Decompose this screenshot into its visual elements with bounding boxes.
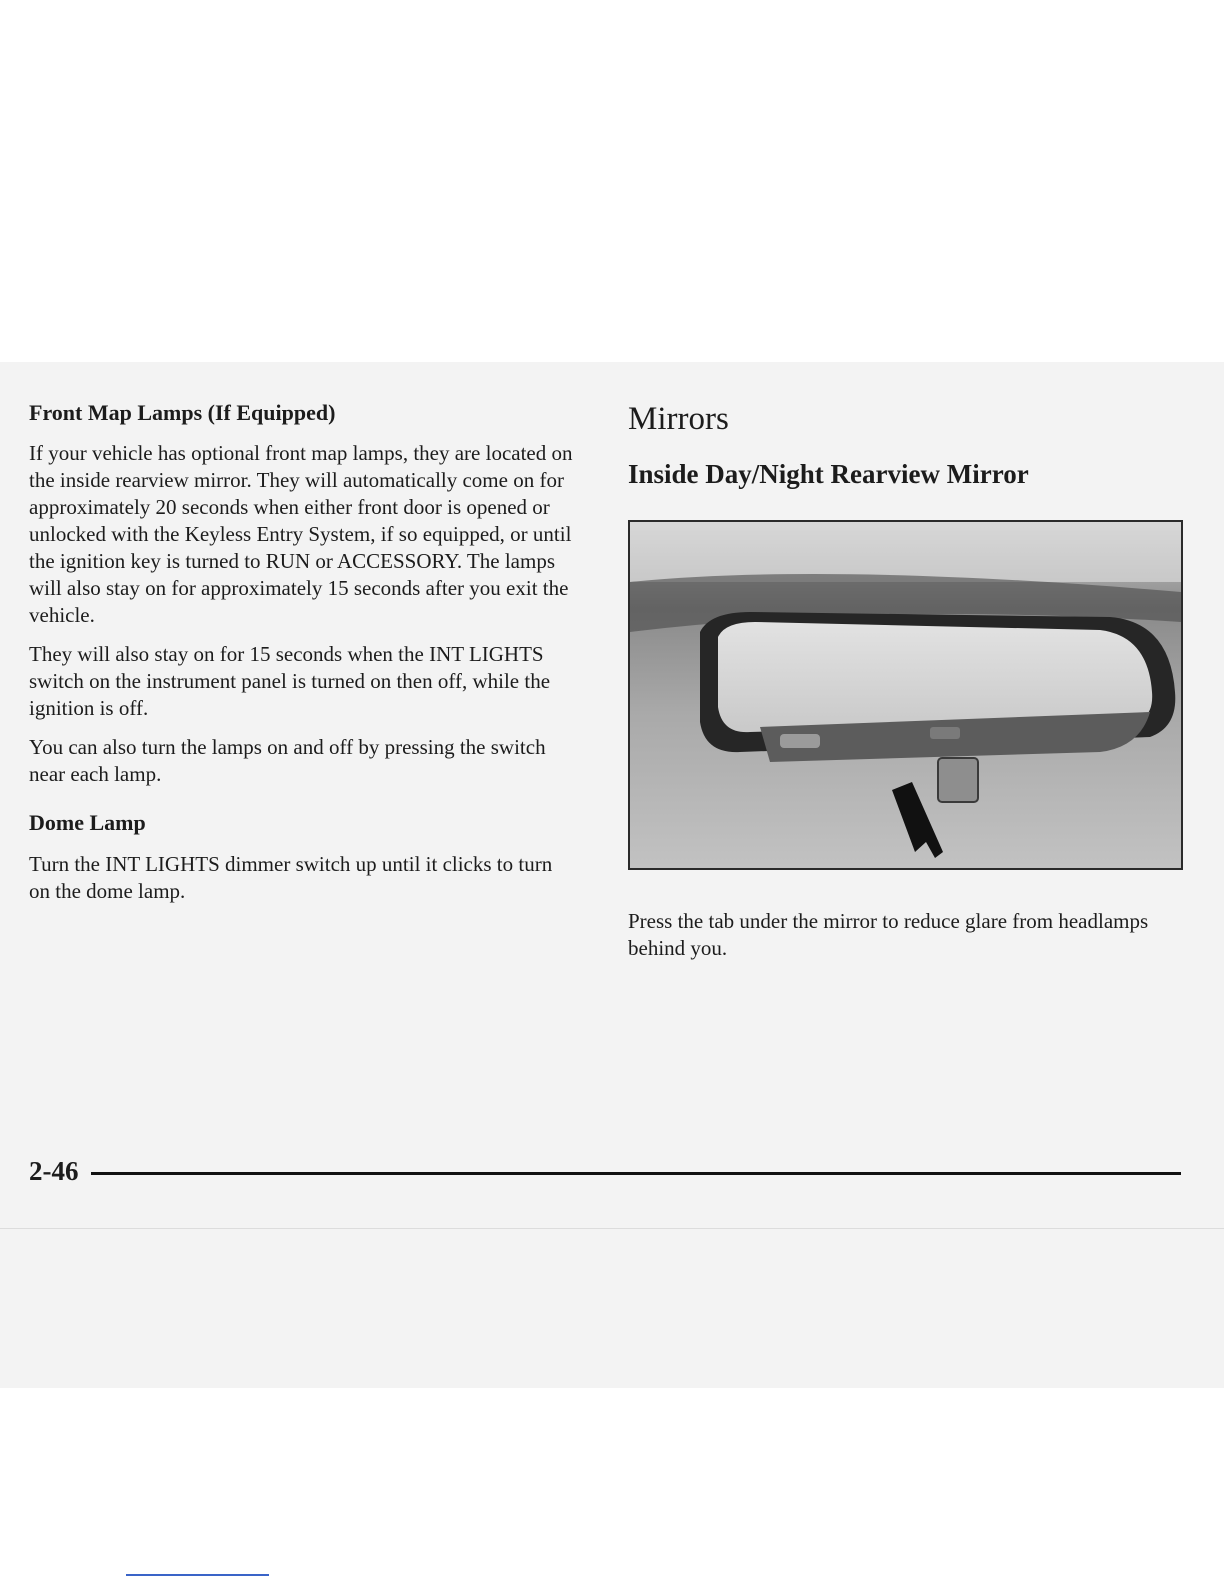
paragraph-int-lights: They will also stay on for 15 seconds when the INT LIGHTS switch on the instrument panel is turned on then off, while the ignition is off.: [29, 642, 551, 721]
heading-inside-rearview-mirror: Inside Day/Night Rearview Mirror: [628, 458, 1029, 489]
left-column: [29, 400, 574, 917]
page-footer: [29, 1155, 1181, 1195]
heading-dome-lamp: Dome Lamp: [29, 810, 146, 836]
paragraph-map-lamps-location: If your vehicle has optional front map lamps, they are located on the inside rearview mirror. They will automatically come on for approximately 20 seconds when either front door is opened or unlocked with the Keyless Entry System, if so equipped, or until the ignition key is turned to RUN or ACCESSORY. The lamps will also stay on for approximately 15 seconds after you exit the vehicle.: [29, 441, 573, 628]
link-underline[interactable]: [126, 1574, 269, 1576]
paragraph-lamp-switch: You can also turn the lamps on and off by pressing the switch near each lamp.: [29, 735, 546, 787]
photo-caption: Press the tab under the mirror to reduce glare from headlamps behind you.: [628, 909, 1149, 960]
heading-mirrors: Mirrors: [628, 401, 729, 437]
paragraph-dome-lamp: Turn the INT LIGHTS dimmer switch up until it clicks to turn on the dome lamp.: [29, 851, 553, 903]
scan-artifact-line: [0, 1228, 1224, 1229]
rearview-mirror-photo: [628, 520, 1183, 870]
heading-front-map-lamps: Front Map Lamps (If Equipped): [29, 400, 336, 425]
page-number: 2-46: [29, 1156, 79, 1186]
footer-rule: [91, 1172, 1181, 1175]
right-column: [628, 400, 1188, 514]
